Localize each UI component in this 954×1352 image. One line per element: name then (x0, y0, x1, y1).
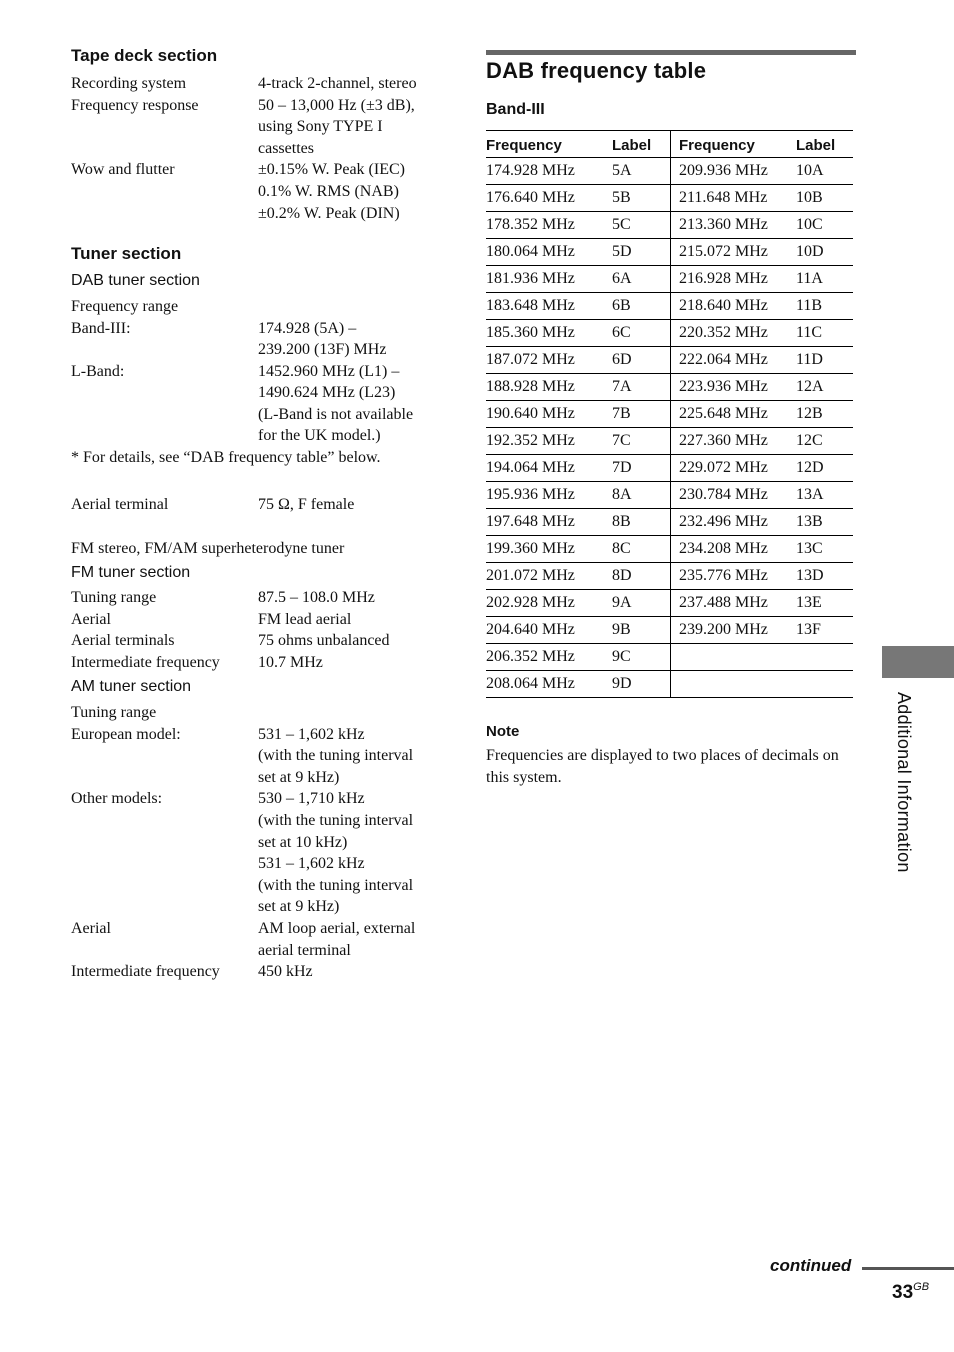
spec-value: 530 – 1,710 kHz (258, 790, 365, 808)
table-row (486, 185, 853, 212)
spec-value: (with the tuning interval (258, 747, 414, 765)
spec-label: European model: (71, 725, 181, 743)
spec-label: Other models: (71, 790, 163, 808)
tape-deck-heading: Tape deck section (71, 46, 218, 65)
label-cell: 8C (612, 536, 671, 563)
label-cell: 9C (612, 644, 671, 671)
table-row (486, 266, 853, 293)
header-frequency: Frequency (486, 131, 612, 158)
spec-value: ±0.15% W. Peak (IEC) (258, 161, 405, 179)
spec-label: Intermediate frequency (71, 654, 220, 672)
spec-label: Band-III: (71, 319, 131, 337)
frequency-cell: 218.640 MHz (671, 293, 797, 320)
frequency-cell: 188.928 MHz (486, 374, 612, 401)
header-frequency: Frequency (671, 131, 797, 158)
section-tab-label: Additional Information (894, 692, 914, 873)
frequency-cell: 176.640 MHz (486, 185, 612, 212)
frequency-cell: 180.064 MHz (486, 239, 612, 266)
spec-label: L-Band: (71, 362, 125, 380)
spec-value: set at 9 kHz) (258, 898, 340, 916)
frequency-cell: 181.936 MHz (486, 266, 612, 293)
label-cell: 10C (796, 212, 853, 239)
label-cell: 13A (796, 482, 853, 509)
spec-label: Tuning range (71, 589, 157, 606)
table-row (486, 347, 853, 374)
frequency-cell: 195.936 MHz (486, 482, 612, 509)
table-row (486, 536, 853, 563)
frequency-cell: 183.648 MHz (486, 293, 612, 320)
section-tab-marker (882, 646, 954, 678)
spec-value: ±0.2% W. Peak (DIN) (258, 204, 400, 222)
label-cell (796, 644, 853, 671)
frequency-cell: 234.208 MHz (671, 536, 797, 563)
label-cell: 13F (796, 617, 853, 644)
spec-label: Aerial (71, 610, 111, 628)
label-cell: 12A (796, 374, 853, 401)
frequency-cell: 235.776 MHz (671, 563, 797, 590)
continued-rule (862, 1267, 954, 1270)
label-cell: 11A (796, 266, 853, 293)
tuner-heading: Tuner section (71, 244, 182, 263)
frequency-cell: 223.936 MHz (671, 374, 797, 401)
spec-value: for the UK model.) (258, 427, 381, 444)
label-cell: 12B (796, 401, 853, 428)
label-cell: 13D (796, 563, 853, 590)
spec-value: set at 10 kHz) (258, 833, 348, 851)
dab-table-title: DAB frequency table (486, 58, 707, 83)
label-cell: 11B (796, 293, 853, 320)
frequency-cell: 239.200 MHz (671, 617, 797, 644)
frequency-cell: 204.640 MHz (486, 617, 612, 644)
frequency-cell: 225.648 MHz (671, 401, 797, 428)
frequency-cell: 213.360 MHz (671, 212, 797, 239)
spec-value: AM loop aerial, external (258, 920, 416, 937)
fm-am-intro: FM stereo, FM/AM superheterodyne tuner (71, 540, 345, 557)
frequency-cell: 211.648 MHz (671, 185, 797, 212)
frequency-cell: 202.928 MHz (486, 590, 612, 617)
label-cell: 5D (612, 239, 671, 266)
spec-label: Aerial terminals (71, 632, 175, 650)
frequency-cell (671, 644, 797, 671)
band-heading: Band-III (486, 101, 545, 118)
table-row (486, 644, 853, 671)
label-cell: 9A (612, 590, 671, 617)
aerial-terminal-value: 75 Ω, F female (258, 496, 355, 513)
spec-label: Frequency range (71, 298, 179, 315)
aerial-terminal-label: Aerial terminal (71, 496, 169, 513)
label-cell: 7B (612, 401, 671, 428)
frequency-cell: 206.352 MHz (486, 644, 612, 671)
frequency-cell: 209.936 MHz (671, 158, 797, 185)
table-row (486, 158, 853, 185)
spec-label: Frequency response (71, 96, 199, 114)
label-cell (796, 671, 853, 698)
spec-value: 87.5 – 108.0 MHz (258, 589, 375, 606)
spec-label: Wow and flutter (71, 161, 175, 179)
table-row (486, 374, 853, 401)
label-cell: 6B (612, 293, 671, 320)
label-cell: 7C (612, 428, 671, 455)
table-row (486, 617, 853, 644)
spec-label: Tuning range (71, 704, 157, 721)
frequency-cell: 230.784 MHz (671, 482, 797, 509)
label-cell: 6C (612, 320, 671, 347)
page-number-value: 33 (892, 1282, 914, 1303)
table-row (486, 293, 853, 320)
label-cell: 13E (796, 590, 853, 617)
spec-label: Recording system (71, 75, 187, 92)
header-label: Label (612, 131, 671, 158)
page-number (892, 1281, 929, 1304)
spec-value: 10.7 MHz (258, 654, 323, 672)
spec-value: (L-Band is not available (258, 405, 414, 423)
label-cell: 6D (612, 347, 671, 374)
label-cell: 7D (612, 455, 671, 482)
frequency-cell: 227.360 MHz (671, 428, 797, 455)
spec-value: 531 – 1,602 kHz (258, 725, 365, 743)
am-tuner-subheading: AM tuner section (71, 678, 192, 695)
spec-value: set at 9 kHz) (258, 768, 340, 786)
label-cell: 10B (796, 185, 853, 212)
table-row (486, 212, 853, 239)
spec-label: Aerial (71, 920, 111, 937)
spec-value: 50 – 13,000 Hz (±3 dB), (258, 96, 415, 114)
frequency-cell (671, 671, 797, 698)
spec-value: (with the tuning interval (258, 876, 414, 894)
frequency-cell: 222.064 MHz (671, 347, 797, 374)
spec-value: 0.1% W. RMS (NAB) (258, 183, 399, 200)
frequency-cell: 174.928 MHz (486, 158, 612, 185)
frequency-cell: 185.360 MHz (486, 320, 612, 347)
fm-tuner-subheading: FM tuner section (71, 564, 191, 581)
spec-value: cassettes (258, 139, 314, 157)
frequency-cell: 199.360 MHz (486, 536, 612, 563)
spec-value: 75 ohms unbalanced (258, 632, 390, 650)
continued-label: continued (770, 1256, 852, 1275)
label-cell: 8A (612, 482, 671, 509)
label-cell: 5A (612, 158, 671, 185)
frequency-cell: 220.352 MHz (671, 320, 797, 347)
frequency-cell: 178.352 MHz (486, 212, 612, 239)
label-cell: 5B (612, 185, 671, 212)
label-cell: 13B (796, 509, 853, 536)
header-label: Label (796, 131, 853, 158)
table-row (486, 563, 853, 590)
spec-label: Intermediate frequency (71, 963, 220, 981)
label-cell: 9B (612, 617, 671, 644)
label-cell: 13C (796, 536, 853, 563)
note-heading: Note (486, 723, 520, 740)
table-row (486, 320, 853, 347)
frequency-cell: 190.640 MHz (486, 401, 612, 428)
label-cell: 12C (796, 428, 853, 455)
label-cell: 10D (796, 239, 853, 266)
table-row (486, 428, 853, 455)
spec-value: (with the tuning interval (258, 812, 414, 829)
spec-value: 450 kHz (258, 963, 313, 981)
dab-tuner-subheading: DAB tuner section (71, 272, 200, 289)
dab-frequency-table (486, 130, 853, 698)
table-row (486, 401, 853, 428)
spec-value: 1452.960 MHz (L1) – (258, 362, 400, 380)
spec-value: 4-track 2-channel, stereo (258, 75, 417, 92)
frequency-cell: 208.064 MHz (486, 671, 612, 698)
spec-value: 239.200 (13F) MHz (258, 341, 387, 358)
frequency-cell: 201.072 MHz (486, 563, 612, 590)
table-row (486, 455, 853, 482)
spec-value: aerial terminal (258, 941, 351, 959)
frequency-cell: 194.064 MHz (486, 455, 612, 482)
table-row (486, 671, 853, 698)
frequency-cell: 232.496 MHz (671, 509, 797, 536)
spec-value: 531 – 1,602 kHz (258, 855, 365, 873)
table-row (486, 509, 853, 536)
label-cell: 9D (612, 671, 671, 698)
spec-value: using Sony TYPE I (258, 118, 383, 136)
label-cell: 5C (612, 212, 671, 239)
note-text: Frequencies are displayed to two places of decimals on this system. (486, 747, 839, 786)
table-row (486, 482, 853, 509)
page-number-suffix: GB (913, 1281, 930, 1293)
label-cell: 8B (612, 509, 671, 536)
dab-footnote: * For details, see “DAB frequency table” below. (71, 449, 381, 466)
label-cell: 11D (796, 347, 853, 374)
frequency-cell: 216.928 MHz (671, 266, 797, 293)
spec-value: FM lead aerial (258, 610, 352, 628)
label-cell: 12D (796, 455, 853, 482)
spec-value: 1490.624 MHz (L23) (258, 384, 396, 401)
frequency-cell: 215.072 MHz (671, 239, 797, 266)
table-header-row (486, 131, 853, 158)
frequency-cell: 237.488 MHz (671, 590, 797, 617)
table-row (486, 239, 853, 266)
frequency-cell: 229.072 MHz (671, 455, 797, 482)
frequency-cell: 187.072 MHz (486, 347, 612, 374)
label-cell: 10A (796, 158, 853, 185)
spec-value: 174.928 (5A) – (258, 319, 357, 337)
label-cell: 8D (612, 563, 671, 590)
label-cell: 6A (612, 266, 671, 293)
label-cell: 7A (612, 374, 671, 401)
frequency-cell: 192.352 MHz (486, 428, 612, 455)
label-cell: 11C (796, 320, 853, 347)
frequency-cell: 197.648 MHz (486, 509, 612, 536)
table-row (486, 590, 853, 617)
title-rule (486, 50, 856, 55)
